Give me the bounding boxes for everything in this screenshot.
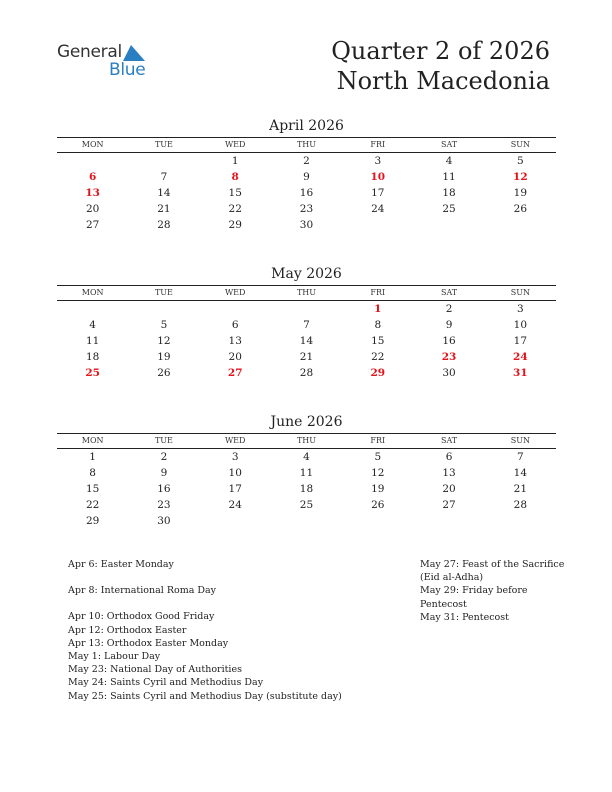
day-cell: 5 bbox=[160, 319, 168, 331]
day-cell bbox=[128, 153, 199, 169]
logo-triangle-icon bbox=[123, 45, 145, 61]
day-cell: 18 bbox=[299, 483, 314, 495]
day-cell: 10 bbox=[513, 319, 528, 331]
holiday-entry: Apr 12: Orthodox Easter bbox=[68, 624, 187, 636]
day-cell: 16 bbox=[157, 483, 171, 495]
day-cell: 1 bbox=[89, 451, 96, 463]
day-cell: 20 bbox=[228, 351, 242, 363]
weekday-label: MON bbox=[81, 436, 104, 445]
day-cell: 12 bbox=[371, 467, 385, 479]
month-calendar-may bbox=[57, 265, 556, 381]
week-row bbox=[57, 497, 556, 513]
day-cell: 11 bbox=[442, 171, 456, 183]
weekday-label: WED bbox=[224, 288, 246, 297]
weekday-label: MON bbox=[81, 288, 104, 297]
weekday-header-row bbox=[57, 434, 556, 449]
day-cell: 13 bbox=[442, 467, 456, 479]
holiday-day-cell: 10 bbox=[370, 171, 386, 183]
week-row bbox=[57, 317, 556, 333]
day-cell: 24 bbox=[371, 203, 385, 215]
day-cell: 20 bbox=[85, 203, 100, 215]
holiday-entry: Apr 6: Easter Monday bbox=[68, 559, 174, 570]
day-cell: 8 bbox=[89, 467, 96, 479]
month-title: April 2026 bbox=[269, 118, 344, 134]
weekday-label: SAT bbox=[440, 288, 458, 297]
day-cell bbox=[57, 153, 128, 169]
week-row bbox=[57, 513, 556, 529]
holiday-entry: May 29: Friday before bbox=[420, 585, 528, 597]
day-cell: 18 bbox=[442, 187, 456, 199]
day-cell: 29 bbox=[85, 515, 100, 527]
day-cell: 15 bbox=[85, 483, 100, 495]
day-cell: 2 bbox=[303, 155, 310, 167]
holiday-day-cell: 23 bbox=[441, 351, 457, 363]
day-cell: 13 bbox=[228, 335, 242, 347]
holiday-spacer bbox=[68, 597, 388, 610]
month-grid bbox=[57, 433, 556, 529]
holiday-entry: Apr 13: Orthodox Easter Monday bbox=[68, 637, 229, 649]
holiday-entry: May 23: National Day of Authorities bbox=[68, 664, 242, 676]
day-cell: 9 bbox=[303, 171, 310, 183]
holiday-entry: Apr 8: International Roma Day bbox=[68, 585, 217, 597]
weekday-label: WED bbox=[224, 436, 246, 445]
day-cell: 14 bbox=[157, 187, 171, 199]
day-cell: 19 bbox=[157, 351, 171, 363]
day-cell: 3 bbox=[517, 303, 524, 315]
title-quarter: Quarter 2 of 2026 bbox=[331, 37, 550, 65]
day-cell: 27 bbox=[85, 219, 100, 231]
weekday-label: MON bbox=[81, 140, 104, 149]
day-cell: 30 bbox=[442, 367, 456, 379]
month-calendar-june bbox=[57, 413, 556, 529]
week-row bbox=[57, 365, 556, 381]
day-cell: 4 bbox=[303, 451, 310, 463]
week-row bbox=[57, 333, 556, 349]
weekday-label: SUN bbox=[510, 288, 530, 297]
logo-text-general: General bbox=[57, 42, 122, 62]
logo-text-blue: Blue bbox=[109, 60, 146, 80]
day-cell: 11 bbox=[85, 335, 100, 347]
day-cell: 3 bbox=[231, 451, 239, 463]
day-cell: 19 bbox=[513, 187, 528, 199]
holiday-entry: (Eid al-Adha) bbox=[420, 572, 484, 584]
day-cell: 22 bbox=[371, 351, 385, 363]
holiday-day-cell: 25 bbox=[85, 367, 100, 379]
month-grid bbox=[57, 285, 556, 381]
weekday-header-row bbox=[57, 286, 556, 301]
day-cell: 3 bbox=[374, 155, 382, 167]
day-cell: 30 bbox=[299, 219, 314, 231]
day-cell: 19 bbox=[371, 483, 385, 495]
holiday-day-cell: 1 bbox=[374, 303, 382, 315]
day-cell: 10 bbox=[228, 467, 242, 479]
week-row bbox=[57, 465, 556, 481]
week-row bbox=[57, 301, 556, 317]
day-cell: 30 bbox=[157, 515, 171, 527]
day-cell: 17 bbox=[371, 187, 385, 199]
weekday-label: TUE bbox=[154, 436, 173, 445]
weekday-label: WED bbox=[224, 140, 246, 149]
weekday-label: FRI bbox=[370, 436, 386, 445]
day-cell: 22 bbox=[85, 499, 100, 511]
day-cell: 18 bbox=[85, 351, 100, 363]
day-cell: 14 bbox=[513, 467, 528, 479]
day-cell: 16 bbox=[299, 187, 314, 199]
day-cell: 4 bbox=[89, 319, 96, 331]
holiday-spacer bbox=[68, 571, 388, 584]
month-calendar-april bbox=[57, 117, 556, 233]
day-cell: 26 bbox=[157, 367, 171, 379]
holiday-day-cell: 27 bbox=[227, 367, 243, 379]
week-row bbox=[57, 201, 556, 217]
day-cell: 14 bbox=[299, 335, 314, 347]
day-cell: 25 bbox=[299, 499, 314, 511]
weekday-label: THU bbox=[296, 436, 317, 445]
holiday-entry: May 24: Saints Cyril and Methodius Day bbox=[68, 677, 264, 689]
day-cell: 25 bbox=[442, 203, 456, 215]
day-cell: 15 bbox=[371, 335, 385, 347]
day-cell: 15 bbox=[228, 187, 242, 199]
day-cell: 26 bbox=[513, 203, 528, 215]
weekday-label: SAT bbox=[440, 140, 458, 149]
holiday-list-right bbox=[420, 558, 570, 624]
holiday-day-cell: 13 bbox=[85, 187, 100, 199]
week-row bbox=[57, 217, 556, 233]
generalblue-logo bbox=[57, 42, 157, 82]
holiday-list-left bbox=[68, 558, 388, 703]
day-cell: 21 bbox=[299, 351, 314, 363]
day-cell: 17 bbox=[513, 335, 528, 347]
day-cell: 17 bbox=[228, 483, 242, 495]
holiday-entry: May 1: Labour Day bbox=[68, 651, 161, 663]
day-cell: 9 bbox=[160, 467, 168, 479]
page-title bbox=[331, 36, 550, 96]
month-title: May 2026 bbox=[271, 266, 342, 282]
day-cell: 7 bbox=[517, 451, 524, 463]
month-title: June 2026 bbox=[270, 414, 343, 430]
day-cell: 9 bbox=[445, 319, 453, 331]
day-cell: 29 bbox=[228, 219, 242, 231]
week-row bbox=[57, 449, 556, 465]
day-cell: 2 bbox=[160, 451, 168, 463]
holiday-entry: Apr 10: Orthodox Good Friday bbox=[68, 611, 215, 623]
weekday-label: SUN bbox=[510, 436, 530, 445]
day-cell: 6 bbox=[445, 451, 453, 463]
week-row bbox=[57, 153, 556, 169]
weekday-label: TUE bbox=[154, 288, 173, 297]
day-cell: 20 bbox=[442, 483, 456, 495]
week-row bbox=[57, 169, 556, 185]
holiday-day-cell: 8 bbox=[231, 171, 239, 183]
day-cell bbox=[200, 513, 271, 529]
holiday-day-cell: 6 bbox=[88, 171, 97, 183]
day-cell: 22 bbox=[228, 203, 242, 215]
day-cell: 6 bbox=[231, 319, 239, 331]
day-cell: 16 bbox=[442, 335, 456, 347]
day-cell: 8 bbox=[374, 319, 382, 331]
day-cell: 21 bbox=[513, 483, 528, 495]
day-cell bbox=[271, 301, 342, 317]
day-cell: 26 bbox=[371, 499, 385, 511]
holiday-day-cell: 12 bbox=[513, 171, 528, 183]
week-row bbox=[57, 481, 556, 497]
holiday-entry: May 27: Feast of the Sacrifice bbox=[420, 559, 565, 570]
day-cell: 21 bbox=[157, 203, 171, 215]
day-cell: 27 bbox=[442, 499, 456, 511]
day-cell bbox=[485, 513, 556, 529]
weekday-label: THU bbox=[296, 288, 317, 297]
day-cell: 5 bbox=[374, 451, 382, 463]
day-cell: 12 bbox=[157, 335, 171, 347]
weekday-label: THU bbox=[296, 140, 317, 149]
holiday-day-cell: 29 bbox=[370, 367, 386, 379]
holiday-day-cell: 31 bbox=[513, 367, 528, 379]
weekday-label: SAT bbox=[440, 436, 458, 445]
weekday-label: TUE bbox=[154, 140, 173, 149]
day-cell bbox=[342, 513, 413, 529]
day-cell: 24 bbox=[228, 499, 242, 511]
holiday-day-cell: 24 bbox=[513, 351, 528, 363]
day-cell bbox=[271, 513, 342, 529]
holiday-entry: May 25: Saints Cyril and Methodius Day (substitute day) bbox=[68, 690, 342, 702]
day-cell: 23 bbox=[157, 499, 171, 511]
day-cell: 4 bbox=[445, 155, 453, 167]
week-row bbox=[57, 349, 556, 365]
day-cell: 11 bbox=[299, 467, 314, 479]
day-cell bbox=[128, 301, 199, 317]
day-cell: 23 bbox=[299, 203, 314, 215]
weekday-header-row bbox=[57, 138, 556, 153]
day-cell: 28 bbox=[299, 367, 314, 379]
weekday-label: FRI bbox=[370, 288, 386, 297]
day-cell bbox=[57, 301, 128, 317]
weekday-label: FRI bbox=[370, 140, 386, 149]
day-cell: 1 bbox=[231, 155, 239, 167]
day-cell: 7 bbox=[303, 319, 310, 331]
month-grid bbox=[57, 137, 556, 233]
holiday-entry: Pentecost bbox=[420, 598, 467, 610]
day-cell bbox=[200, 301, 271, 317]
day-cell: 5 bbox=[517, 155, 524, 167]
week-row bbox=[57, 185, 556, 201]
day-cell bbox=[413, 217, 484, 233]
day-cell: 28 bbox=[157, 219, 171, 231]
day-cell: 28 bbox=[513, 499, 528, 511]
day-cell bbox=[413, 513, 484, 529]
day-cell: 2 bbox=[445, 303, 453, 315]
day-cell: 7 bbox=[160, 171, 168, 183]
weekday-label: SUN bbox=[510, 140, 530, 149]
day-cell bbox=[342, 217, 413, 233]
holiday-entry: May 31: Pentecost bbox=[420, 611, 509, 623]
title-country: North Macedonia bbox=[336, 67, 550, 95]
day-cell bbox=[485, 217, 556, 233]
